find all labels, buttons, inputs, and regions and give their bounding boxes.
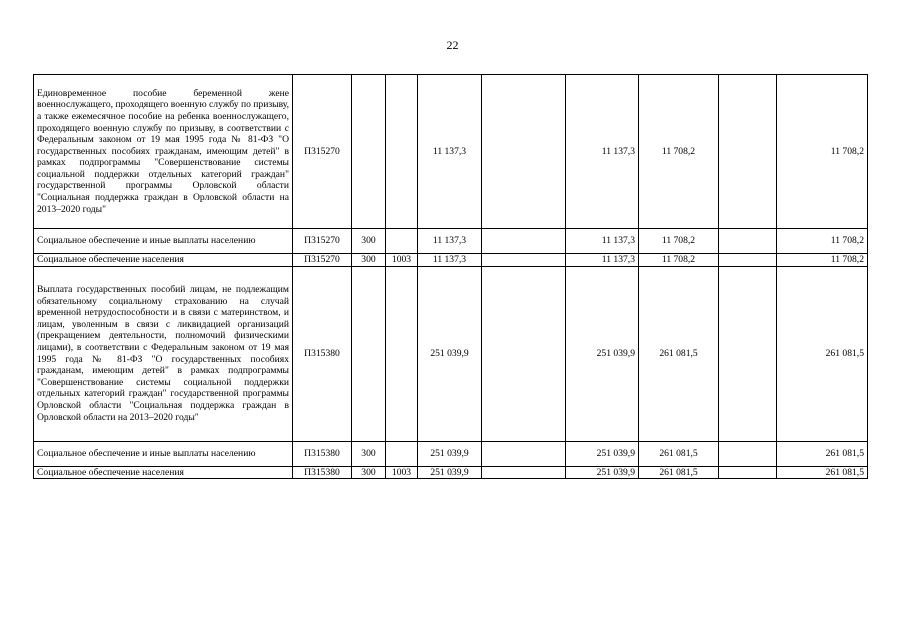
budget-table	[33, 74, 868, 479]
amount-2	[482, 441, 566, 466]
amount-4: 261 081,5	[639, 441, 719, 466]
amount-6: 261 081,5	[777, 441, 868, 466]
amount-6: 11 708,2	[777, 229, 868, 254]
amount-2	[482, 266, 566, 441]
amount-1: 11 137,3	[418, 229, 482, 254]
table-row	[34, 75, 868, 229]
amount-2	[482, 229, 566, 254]
amount-1: 251 039,9	[418, 441, 482, 466]
target-article-code: П315380	[293, 266, 352, 441]
amount-2	[482, 75, 566, 229]
expense-type-code	[352, 75, 386, 229]
expense-type-code	[352, 266, 386, 441]
amount-1: 11 137,3	[418, 75, 482, 229]
row-description: Социальное обеспечение и иные выплаты населению	[34, 441, 293, 466]
table-row	[34, 441, 868, 466]
section-code	[386, 75, 418, 229]
section-code	[386, 441, 418, 466]
amount-3: 11 137,3	[566, 75, 639, 229]
expense-type-code: 300	[352, 229, 386, 254]
table-row	[34, 266, 868, 441]
page-number: 22	[446, 38, 459, 52]
section-code	[386, 229, 418, 254]
amount-4: 11 708,2	[639, 75, 719, 229]
amount-3: 11 137,3	[566, 229, 639, 254]
table-row	[34, 254, 868, 267]
table-row	[34, 229, 868, 254]
amount-3: 11 137,3	[566, 254, 639, 267]
amount-5	[719, 266, 777, 441]
amount-5	[719, 229, 777, 254]
amount-6: 11 708,2	[777, 254, 868, 267]
target-article-code: П315380	[293, 466, 352, 479]
row-description: Социальное обеспечение и иные выплаты населению	[34, 229, 293, 254]
amount-4: 11 708,2	[639, 229, 719, 254]
amount-1: 11 137,3	[418, 254, 482, 267]
amount-6: 261 081,5	[777, 266, 868, 441]
amount-5	[719, 75, 777, 229]
row-description: Единовременное пособие беременной жене военнослужащего, проходящего военную службу по призыву, а также ежемесячное пособие на ребенка военнослужащего, проходящего военную службу по призыву, в соответствии с Федеральным законом от 19 мая 1995 года № 81-ФЗ "О государственных пособиях гражданам, имеющим детей" в рамках подпрограммы "Совершенствование системы социальной поддержки отдельных категорий граждан" государственной программы Орловской области "Социальная поддержка граждан в Орловской области на 2013–2020 годы"	[34, 75, 293, 229]
amount-3: 251 039,9	[566, 266, 639, 441]
target-article-code: П315270	[293, 229, 352, 254]
amount-6: 11 708,2	[777, 75, 868, 229]
amount-4: 261 081,5	[639, 466, 719, 479]
section-code: 1003	[386, 466, 418, 479]
amount-1: 251 039,9	[418, 266, 482, 441]
amount-3: 251 039,9	[566, 441, 639, 466]
section-code: 1003	[386, 254, 418, 267]
target-article-code: П315380	[293, 441, 352, 466]
row-description: Социальное обеспечение населения	[34, 466, 293, 479]
expense-type-code: 300	[352, 466, 386, 479]
amount-2	[482, 466, 566, 479]
amount-6: 261 081,5	[777, 466, 868, 479]
row-description: Социальное обеспечение населения	[34, 254, 293, 267]
amount-5	[719, 254, 777, 267]
amount-1: 251 039,9	[418, 466, 482, 479]
row-description: Выплата государственных пособий лицам, не подлежащим обязательному социальному страхованию на случай временной нетрудоспособности и в связи с материнством, и лицам, уволенным в связи с ликвидацией организаций (прекращением деятельности, полномочий физическими лицами), в соответствии с Федеральным законом от 19 мая 1995 года № 81-ФЗ "О государственных пособиях гражданам, имеющим детей" в рамках подпрограммы "Совершенствование системы социальной поддержки отдельных категорий граждан" государственной программы Орловской области "Социальная поддержка граждан в Орловской области на 2013–2020 годы"	[34, 266, 293, 441]
amount-4: 261 081,5	[639, 266, 719, 441]
amount-4: 11 708,2	[639, 254, 719, 267]
amount-5	[719, 466, 777, 479]
amount-3: 251 039,9	[566, 466, 639, 479]
amount-2	[482, 254, 566, 267]
section-code	[386, 266, 418, 441]
target-article-code: П315270	[293, 254, 352, 267]
amount-5	[719, 441, 777, 466]
table-row	[34, 466, 868, 479]
target-article-code: П315270	[293, 75, 352, 229]
expense-type-code: 300	[352, 254, 386, 267]
expense-type-code: 300	[352, 441, 386, 466]
